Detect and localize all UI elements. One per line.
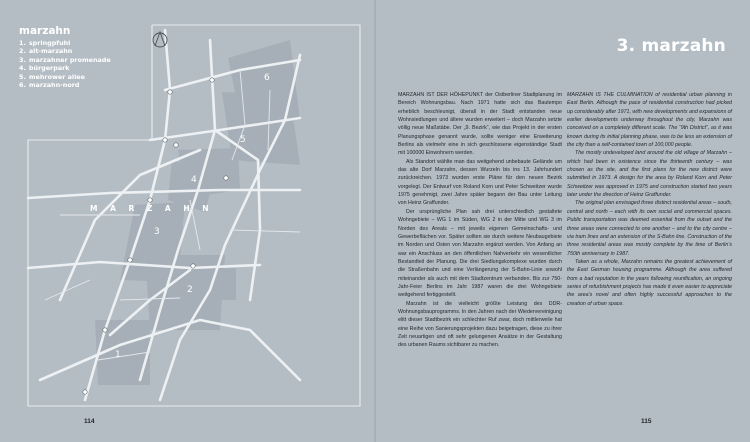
chapter-title: 3. marzahn xyxy=(616,36,726,56)
area-number-5: 5 xyxy=(240,135,246,145)
german-text-column xyxy=(398,91,562,350)
area-number-3: 3 xyxy=(154,227,160,237)
legend-number: 2. xyxy=(19,47,26,56)
english-paragraph-1 xyxy=(567,91,732,149)
map-legend xyxy=(19,25,139,89)
legend-label: marzahner promenade xyxy=(28,55,111,64)
legend-title: marzahn xyxy=(19,25,71,37)
legend-label: bürgerpark xyxy=(28,64,70,73)
english-paragraph-1-body: of residential urban planning in East Berlin. Although the pace of residential construction had picked up considerably after 1971, with new developments and expansions of earlier developments underway throughout the city, Marzahn was conceived on a completely different scale. The “9th District”, as it was known during its initial planning phase, was to be less an extension of the city than a self-contained town of 100,000 people. xyxy=(567,92,732,149)
german-paragraph-4: Marzahn ist die vielleicht größte Leistung des DDR-Wohnungsbauprogramms. In den Jahren nach der Wiedervereinigung elitt dieser Stadtbezirk ein schlechter Ruf zwar, doch mittlerweile hat eine Reihe von Sanierungsprojekten dazu beigetragen, diese zu ihrer Zeit neuartigen und oft sehr gelungenen Ansätze in der Gestaltung des urbanen Raums sichtbarer zu machen. xyxy=(398,300,562,349)
english-text-column xyxy=(567,91,732,308)
legend-item-alt-marzahn xyxy=(19,47,139,55)
page-number-right: 115 xyxy=(641,418,652,425)
area-number-4: 4 xyxy=(191,175,197,185)
legend-number: 3. xyxy=(19,55,26,64)
legend-label: springpfuhl xyxy=(28,39,71,47)
legend-number: 6. xyxy=(19,81,26,90)
german-paragraph-3: Der ursprüngliche Plan sah drei unterschiedlich gestaltete Wohngebiete – WG 1 im Süden, WG 2 in der Mitte und WG 3 im Norden des Areals – mit jeweils eigenen Gemeinschafts- und Gewerbeflächen vor. Später sollten sie durch weitere Neubaugebiete im Norden und Osten von Marzahn ergänzt werden. Von Anfang an war ein Anschluss an den öffentlichen Nahverkehr ein wesentlicher Bestandteil der Planung. Die drei Siedlungskomplexe wurden durch die Straßenbahn und eine Verlängerung der S-Bahn-Linie sowohl miteinander als auch mit dem Stadtzentrum verbunden. Bis zur 750-Jahr-Feier Berlins im Jahr 1987 waren die drei Wohngebiete weitgehend fertiggestellt. xyxy=(398,208,562,299)
legend-item-marzahn-nord xyxy=(19,81,139,89)
german-paragraph-2: Als Standort wählte man das weitgehend unbebaute Gelände um das alte Dorf Marzahn, dessen Wurzeln bis ins 13. Jahrhundert zurückreichen. 1973 wurden erste Pläne für den neuen Bezirk vorgelegt. Der Entwurf von Roland Korn und Peter Schweitzer wurde 1975 genehmigt, zwei Jahre später begann der Bau unter Leitung von Heinz Graffunder. xyxy=(398,158,562,207)
page-gutter xyxy=(374,0,376,442)
area-number-2: 2 xyxy=(187,285,193,295)
german-paragraph-1 xyxy=(398,91,562,158)
german-lead-in: MARZAHN IST DER HÖHEPUNKT xyxy=(398,92,484,98)
map-district-label: M A R Z A H N xyxy=(90,204,214,213)
legend-number: 4. xyxy=(19,64,26,73)
legend-label: mehrower allee xyxy=(28,72,85,81)
area-number-6: 6 xyxy=(264,73,270,83)
legend-number: 1. xyxy=(19,39,26,47)
legend-item-marzahner-promenade xyxy=(19,56,139,64)
legend-label: marzahn-nord xyxy=(28,81,80,90)
english-lead-in: MARZAHN IS THE CULMINATION xyxy=(567,92,653,98)
legend-item-springpfuhl xyxy=(19,39,139,47)
english-paragraph-4: Taken as a whole, Marzahn remains the greatest achievement of the East German housing programme. Although the area suffered from a bad reputation in the years following reunification, an ongoing series of refurbishment projects has made it even easier to appreciate the area’s novel and often highly successful approaches to the creation of urban space. xyxy=(567,258,732,307)
legend-number: 5. xyxy=(19,72,26,81)
english-paragraph-2: The mostly undeveloped land around the old village of Marzahn – which had been in existence since the thirteenth century – was chosen as the site, and the first plans for the new district were submitted in 1973. A design for the area by Roland Korn and Peter Schweitzer was approved in 1975 and construction started two years later under the direction of Heinz Graffunder. xyxy=(567,150,732,199)
german-paragraph-1-body: der Ostberliner Stadtplanung im Bereich Wohnungsbau. Nach 1971 hatte sich das Bautempo erheblich beschleunigt, überall in der Stadt entstanden neue Wohnsiedlungen und ältere wurden erweitert – doch Marzahn setzte völlig neue Maßstäbe. Der „9. Bezirk“, wie das Projekt in der ersten Planungsphase genannt wurde, sollte weniger eine Erweiterung Berlins als vielmehr eine in sich geschlossene eigenständige Stadt mit 100000 Einwohnern werden. xyxy=(398,92,563,157)
english-paragraph-3: The original plan envisaged three distinct residential areas – south, central and north – each with its own social and commercial spaces. Public transportation was deemed essential from the outset and the three areas were connected to one another – and to the city centre – via tram lines and an extension of the S-Bahn line. Construction of the three residential areas was mostly complete by the time of Berlin’s 750th anniversary in 1987. xyxy=(567,200,732,257)
legend-label: alt-marzahn xyxy=(28,47,73,56)
area-number-1: 1 xyxy=(115,350,121,360)
page-number-left: 114 xyxy=(84,418,95,425)
legend-item-mehrower-allee xyxy=(19,73,139,81)
legend-item-buergerpark xyxy=(19,64,139,72)
